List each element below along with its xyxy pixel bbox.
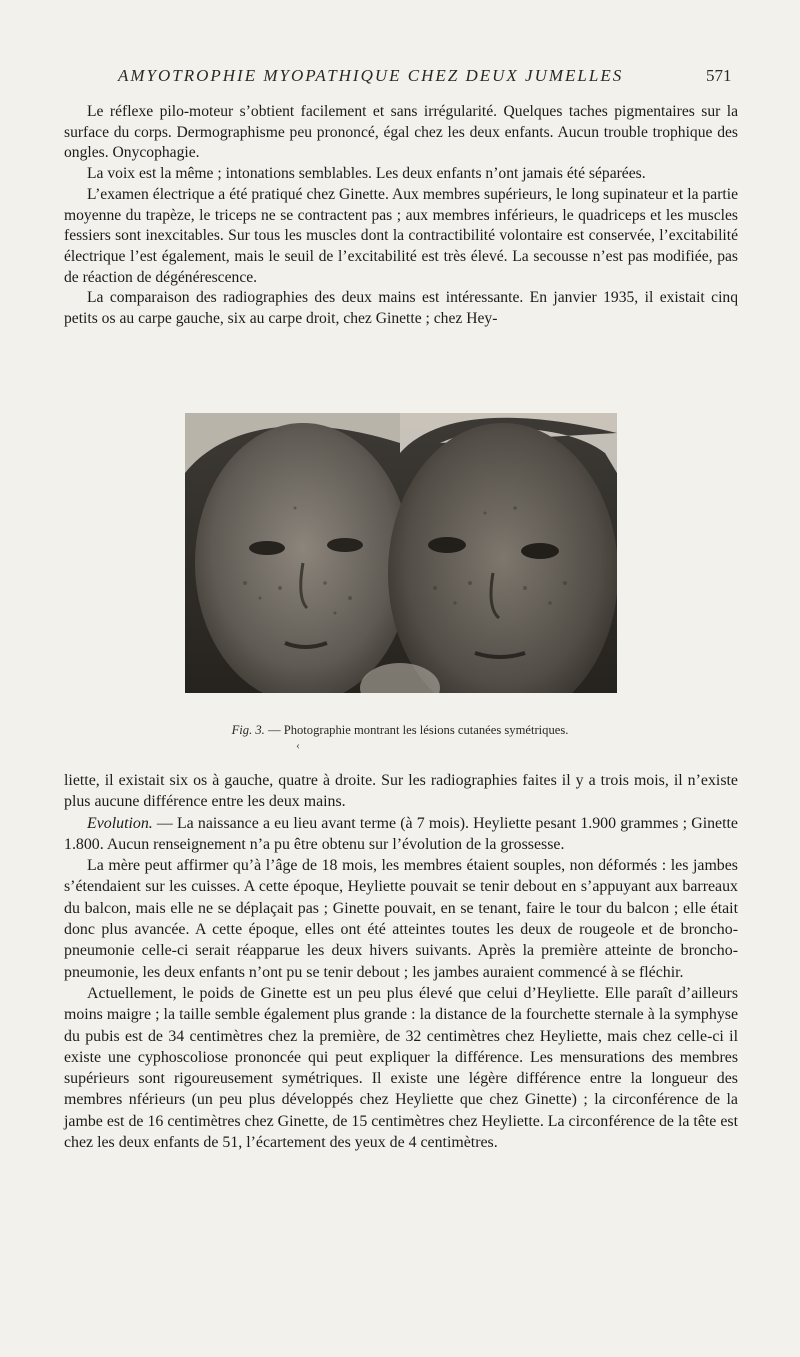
figure-caption	[0, 723, 800, 738]
running-header	[0, 66, 800, 88]
page-number: 571	[706, 66, 732, 85]
paragraph: Le réflexe pilo-moteur s’obtient facilement et sans irrégularité. Quelques taches pigmentaires sur la surface du corps. Dermographisme peu prononcé, égal chez les deux enfants. Aucun trouble trophique des ongles. Onycophagie.	[64, 103, 738, 162]
figure-label: Fig. 3.	[231, 723, 265, 737]
figure-caption-text: — Photographie montrant les lésions cutanées symétriques.	[264, 723, 569, 737]
photo-illustration	[185, 413, 617, 693]
body-text-top	[64, 102, 738, 330]
running-title: AMYOTROPHIE MYOPATHIQUE CHEZ DEUX JUMELLES	[118, 66, 624, 85]
paragraph-text: — La naissance a eu lieu avant terme (à 7 mois). Heyliette pesant 1.900 grammes ; Ginette 1.800. Aucun renseignement n’a pu être obtenu sur l’évolution de la grossesse.	[64, 814, 738, 853]
paragraph: La voix est la même ; intonations semblables. Les deux enfants n’ont jamais été séparées.	[87, 165, 646, 183]
body-text-bottom	[64, 770, 738, 1153]
paragraph: La comparaison des radiographies des deux mains est intéressante. En janvier 1935, il existait cinq petits os au carpe gauche, six au carpe droit, chez Ginette ; chez Hey-	[64, 289, 738, 328]
paragraph: L’examen électrique a été pratiqué chez Ginette. Aux membres supérieurs, le long supinateur et la partie moyenne du trapèze, le triceps ne se contractent pas ; aux membres inférieurs, le quadriceps et les muscles fessiers sont inexcitables. Sur tous les muscles dont la contractibilité volontaire est conservée, l’excitabilité électrique l’est également, mais le seuil de l’excitabilité est très élevé. La secousse n’est pas modifiée, pas de réaction de dégénérescence.	[64, 185, 738, 286]
paragraph: liette, il existait six os à gauche, quatre à droite. Sur les radiographies faites il y a trois mois, il n’existe plus aucune différence entre les deux mains.	[64, 772, 738, 811]
section-heading-evolution: Evolution.	[87, 814, 153, 832]
paragraph: La mère peut affirmer qu’à l’âge de 18 mois, les membres étaient souples, non déformés : les jambes s’étendaient sur les cuisses. A cette époque, Heyliette pouvait se tenir debout en s’appuyant aux barreaux du balcon, mais elle ne se déplaçait pas ; Ginette pouvait, en se tenant, faire le tour du balcon ; elle était donc plus avancée. A cette époque, elles ont été atteintes toutes les deux de rougeole et de broncho-pneumonie celle-ci serait réapparue les deux hivers suivants. Après la première atteinte de bronchopneumonie, les deux enfants n’ont pu se tenir debout ; les jambes auraient commencé à se fléchir.	[64, 857, 738, 981]
stray-mark: ‹	[296, 738, 300, 752]
twins-photograph	[185, 413, 617, 693]
paragraph: Actuellement, le poids de Ginette est un peu plus élevé que celui d’Heyliette. Elle paraît d’ailleurs moins maigre ; la taille semble également plus grande : la distance de la fourchette sternale à la symphyse du pubis est de 34 centimètres chez la première, de 32 centimètres chez Heyliette, mais chez celle-ci il existe une cyphoscoliose prononcée qui peut expliquer la différence. Les mensurations des membres supérieurs sont rigoureusement symétriques. Il existe une légère différence entre la longueur des membres nférieurs (un peu plus développés chez Heyliette que chez Ginette) ; la circonférence de la jambe est de 16 centimètres chez Ginette, de 15 centimètres chez Heyliette. La circonférence de la tête est chez les deux enfants de 51, l’écartement des yeux de 4 centimètres.	[64, 984, 738, 1152]
paragraph-evolution	[64, 813, 738, 856]
